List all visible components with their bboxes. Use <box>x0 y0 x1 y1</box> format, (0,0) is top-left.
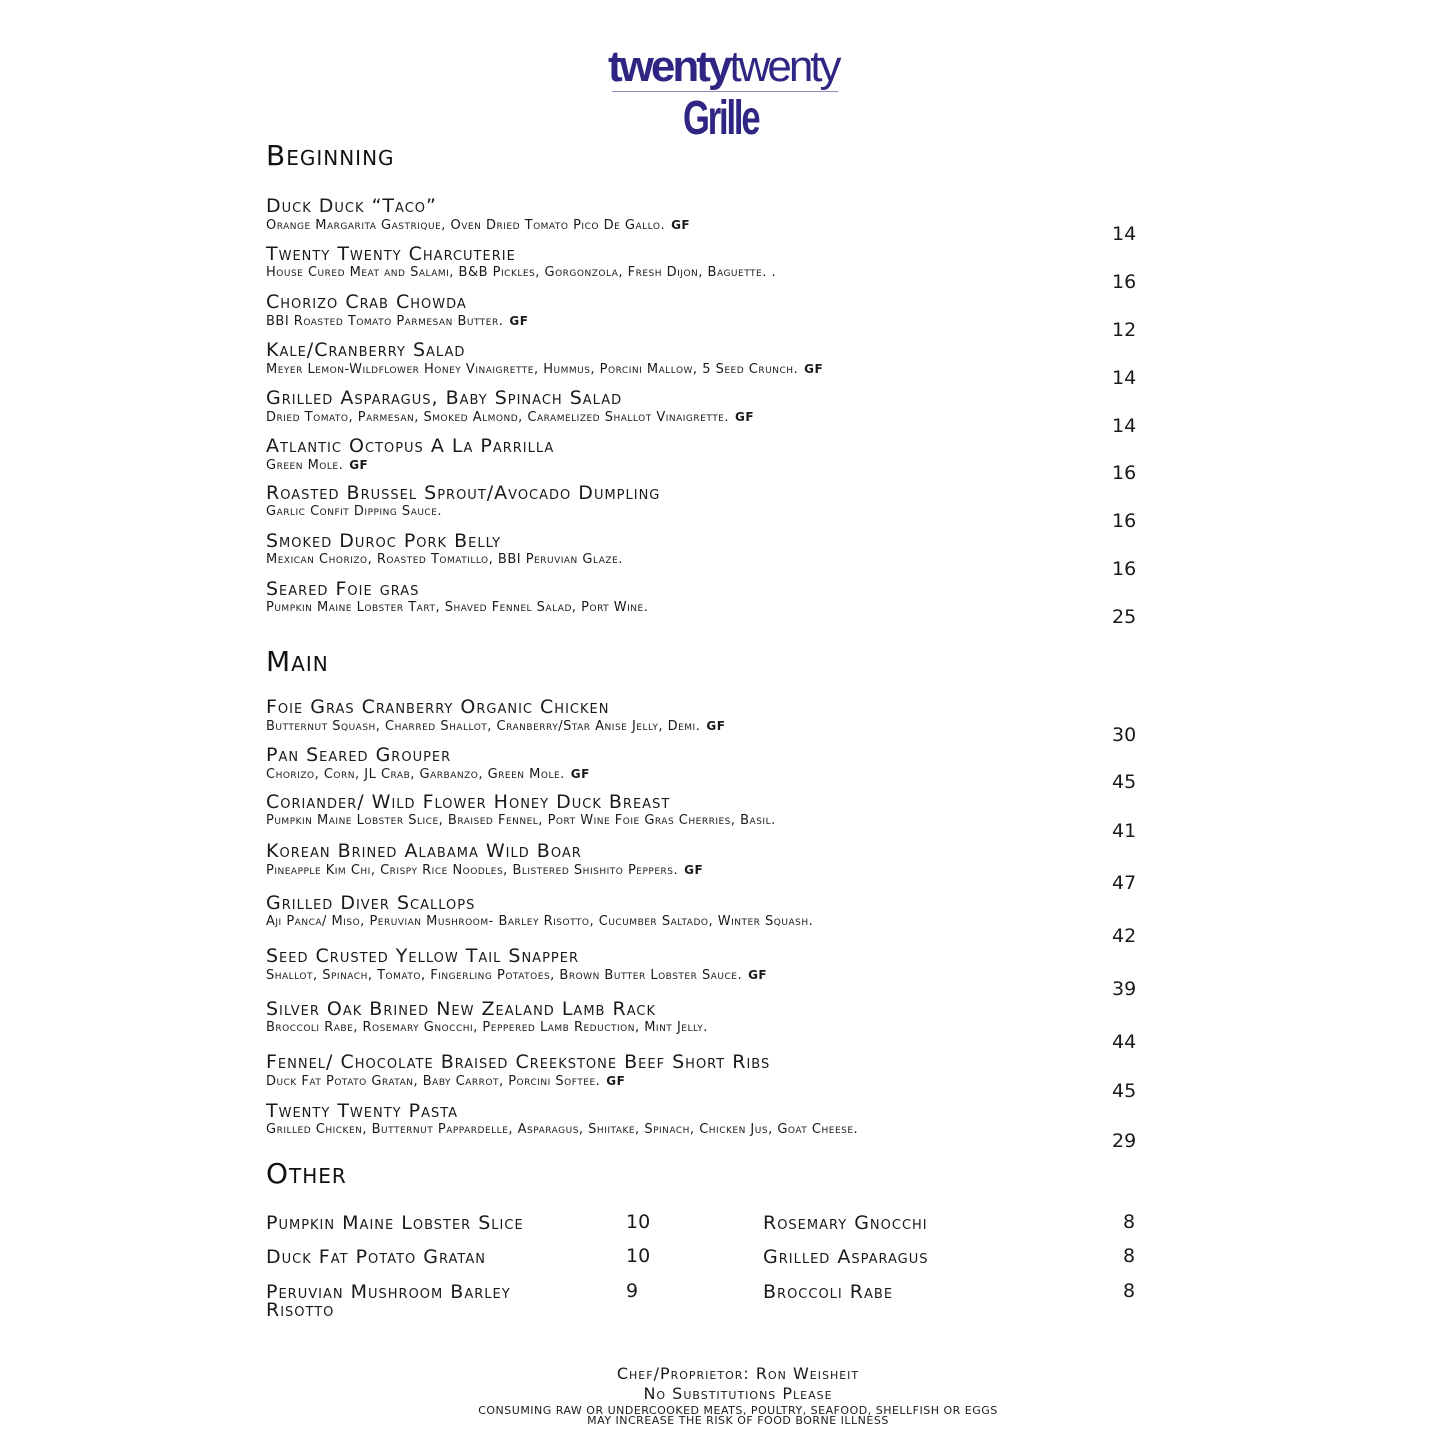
menu-item <box>266 244 1156 292</box>
gluten-free-badge: GF <box>804 362 824 376</box>
section-title-main: Main <box>266 645 329 678</box>
dish-name: Seared Foie gras <box>266 578 420 600</box>
menu-item <box>266 1052 1156 1101</box>
dish-description-text: Garlic Confit Dipping Sauce. <box>266 504 443 519</box>
dish-price: 47 <box>1112 872 1137 894</box>
dish-description-text: Butternut Squash, Charred Shallot, Cranberry/Star Anise Jelly, Demi. <box>266 719 701 734</box>
gluten-free-badge: GF <box>748 968 768 982</box>
gluten-free-badge: GF <box>671 218 691 232</box>
logo-word-bold: twenty <box>608 42 730 91</box>
chef-credit: Chef/Proprietor: Ron Weisheit <box>616 1364 860 1383</box>
dish-description-text: Broccoli Rabe, Rosemary Gnocchi, Peppered Lamb Reduction, Mint Jelly. <box>266 1020 708 1035</box>
dish-description-text: Aji Panca/ Miso, Peruvian Mushroom- Barley Risotto, Cucumber Saltado, Winter Squash. <box>266 914 814 929</box>
dish-price: 29 <box>1112 1130 1137 1152</box>
dish-description-text: Meyer Lemon-Wildflower Honey Vinaigrette, Hummus, Porcini Mallow, 5 Seed Crunch. <box>266 362 799 377</box>
dish-description-text: Mexican Chorizo, Roasted Tomatillo, BBI Peruvian Glaze. <box>266 552 623 567</box>
no-substitutions-note: No Substitutions Please <box>643 1384 833 1403</box>
dish-price: 30 <box>1112 724 1137 746</box>
side-item-name: Pumpkin Maine Lobster Slice <box>266 1212 524 1234</box>
side-item-name: Broccoli Rabe <box>763 1281 894 1303</box>
menu-item <box>266 745 1156 792</box>
dish-description-text: Grilled Chicken, Butternut Pappardelle, Asparagus, Shiitake, Spinach, Chicken Jus, Goat Cheese. <box>266 1122 859 1137</box>
beginning-menu-list <box>266 196 1156 627</box>
dish-name: Foie Gras Cranberry Organic Chicken <box>266 696 610 718</box>
dish-description-text: BBI Roasted Tomato Parmesan Butter. <box>266 314 504 329</box>
dish-description <box>266 1121 1066 1139</box>
dish-name: Atlantic Octopus A La Parrilla <box>266 435 555 457</box>
dish-price: 44 <box>1112 1031 1137 1053</box>
dish-name: Silver Oak Brined New Zealand Lamb Rack <box>266 998 656 1020</box>
menu-item <box>266 388 1156 436</box>
dish-name: Korean Brined Alabama Wild Boar <box>266 840 582 862</box>
gluten-free-badge: GF <box>349 458 369 472</box>
dish-description-text: Duck Fat Potato Gratan, Baby Carrot, Porcini Softee. <box>266 1074 601 1089</box>
dish-description-text: Chorizo, Corn, JL Crab, Garbanzo, Green Mole. <box>266 767 565 782</box>
dish-description <box>266 913 1066 931</box>
dish-description <box>266 599 1066 617</box>
dish-description <box>266 861 1066 880</box>
dish-name: Grilled Asparagus, Baby Spinach Salad <box>266 387 623 409</box>
dish-price: 14 <box>1112 223 1137 245</box>
dish-description-text: Dried Tomato, Parmesan, Smoked Almond, Caramelized Shallot Vinaigrette. <box>266 410 730 425</box>
side-item-price: 9 <box>626 1280 639 1302</box>
dish-description <box>266 264 1066 282</box>
dish-price: 12 <box>1112 319 1137 341</box>
dish-name: Kale/Cranberry Salad <box>266 339 466 361</box>
menu-item <box>266 579 1156 627</box>
section-title-other: Other <box>266 1157 347 1190</box>
dish-description <box>266 717 1066 736</box>
health-warning: CONSUMING RAW OR UNDERCOOKED MEATS, POULTRY, SEAFOOD, SHELLFISH OR EGGS <box>478 1404 998 1417</box>
dish-name: Grilled Diver Scallops <box>266 892 476 914</box>
menu-item <box>266 292 1156 340</box>
dish-description <box>266 551 1066 569</box>
side-item-name: Peruvian Mushroom Barley Risotto <box>266 1281 511 1321</box>
dish-description <box>266 765 1066 784</box>
dish-name: Chorizo Crab Chowda <box>266 291 467 313</box>
dish-name: Seed Crusted Yellow Tail Snapper <box>266 945 579 967</box>
dish-price: 39 <box>1112 978 1137 1000</box>
gluten-free-badge: GF <box>509 314 529 328</box>
menu-item <box>266 531 1156 579</box>
dish-description <box>266 812 1066 830</box>
dish-name: Pan Seared Grouper <box>266 744 452 766</box>
menu-item <box>266 999 1156 1052</box>
dish-description <box>266 312 1066 331</box>
menu-item <box>266 946 1156 999</box>
dish-name: Duck Duck “Taco” <box>266 195 437 217</box>
menu-item <box>266 340 1156 388</box>
dish-description-text: Orange Margarita Gastrique, Oven Dried Tomato Pico De Gallo. <box>266 218 666 233</box>
menu-item <box>266 893 1156 946</box>
menu-item <box>266 483 1156 531</box>
dish-price: 45 <box>1112 771 1137 793</box>
dish-description-text: Green Mole. <box>266 458 344 473</box>
dish-name: Roasted Brussel Sprout/Avocado Dumpling <box>266 482 661 504</box>
logo-wordmark <box>608 42 839 92</box>
dish-description <box>266 408 1066 427</box>
menu-item <box>266 436 1156 483</box>
dish-description <box>266 1072 1066 1091</box>
dish-price: 25 <box>1112 606 1137 628</box>
dish-description-text: Shallot, Spinach, Tomato, Fingerling Potatoes, Brown Butter Lobster Sauce. <box>266 968 743 983</box>
side-item-price: 10 <box>626 1245 651 1267</box>
dish-price: 16 <box>1112 271 1137 293</box>
dish-price: 42 <box>1112 925 1137 947</box>
gluten-free-badge: GF <box>706 719 726 733</box>
menu-item <box>266 841 1156 893</box>
dish-name: Twenty Twenty Charcuterie <box>266 243 516 265</box>
dish-name: Fennel/ Chocolate Braised Creekstone Beef Short Ribs <box>266 1051 771 1073</box>
dish-name: Coriander/ Wild Flower Honey Duck Breast <box>266 791 671 813</box>
menu-footer <box>0 1364 1440 1426</box>
section-title-beginning: Beginning <box>266 139 395 172</box>
dish-description <box>266 360 1066 379</box>
dish-description <box>266 216 1066 235</box>
dish-description-text: Pumpkin Maine Lobster Slice, Braised Fennel, Port Wine Foie Gras Cherries, Basil. <box>266 813 776 828</box>
dish-description <box>266 1019 1066 1037</box>
dish-name: Twenty Twenty Pasta <box>266 1100 459 1122</box>
menu-item <box>266 792 1156 841</box>
dish-description-text: Pineapple Kim Chi, Crispy Rice Noodles, Blistered Shishito Peppers. <box>266 863 679 878</box>
dish-description <box>266 966 1066 985</box>
dish-price: 45 <box>1112 1080 1137 1102</box>
restaurant-logo <box>600 40 850 150</box>
dish-name: Smoked Duroc Pork Belly <box>266 530 502 552</box>
gluten-free-badge: GF <box>606 1074 626 1088</box>
dish-price: 16 <box>1112 558 1137 580</box>
side-item-price: 8 <box>1123 1280 1136 1302</box>
dish-description <box>266 503 1066 521</box>
dish-price: 16 <box>1112 510 1137 532</box>
logo-grille: Grille <box>683 92 759 145</box>
side-item-price: 8 <box>1123 1211 1136 1233</box>
dish-price: 16 <box>1112 462 1137 484</box>
side-item-name: Duck Fat Potato Gratan <box>266 1246 486 1268</box>
gluten-free-badge: GF <box>735 410 755 424</box>
side-item-name: Rosemary Gnocchi <box>763 1212 928 1234</box>
gluten-free-badge: GF <box>570 767 590 781</box>
gluten-free-badge: GF <box>684 863 704 877</box>
main-menu-list <box>266 697 1156 1151</box>
dish-description <box>266 456 1066 475</box>
health-warning-continued: MAY INCREASE THE RISK OF FOOD BORNE ILLNESS <box>587 1414 889 1427</box>
logo-word-light: twenty <box>729 42 839 91</box>
dish-description-text: House Cured Meat and Salami, B&B Pickles, Gorgonzola, Fresh Dijon, Baguette. . <box>266 265 777 280</box>
dish-price: 14 <box>1112 367 1137 389</box>
dish-price: 41 <box>1112 820 1137 842</box>
menu-item <box>266 697 1156 745</box>
other-menu-list <box>266 1210 1156 1320</box>
side-item-name: Grilled Asparagus <box>763 1246 929 1268</box>
dish-description-text: Pumpkin Maine Lobster Tart, Shaved Fennel Salad, Port Wine. <box>266 600 649 615</box>
side-item-price: 8 <box>1123 1245 1136 1267</box>
dish-price: 14 <box>1112 415 1137 437</box>
side-item-price: 10 <box>626 1211 651 1233</box>
menu-item <box>266 196 1156 244</box>
menu-item <box>266 1101 1156 1151</box>
